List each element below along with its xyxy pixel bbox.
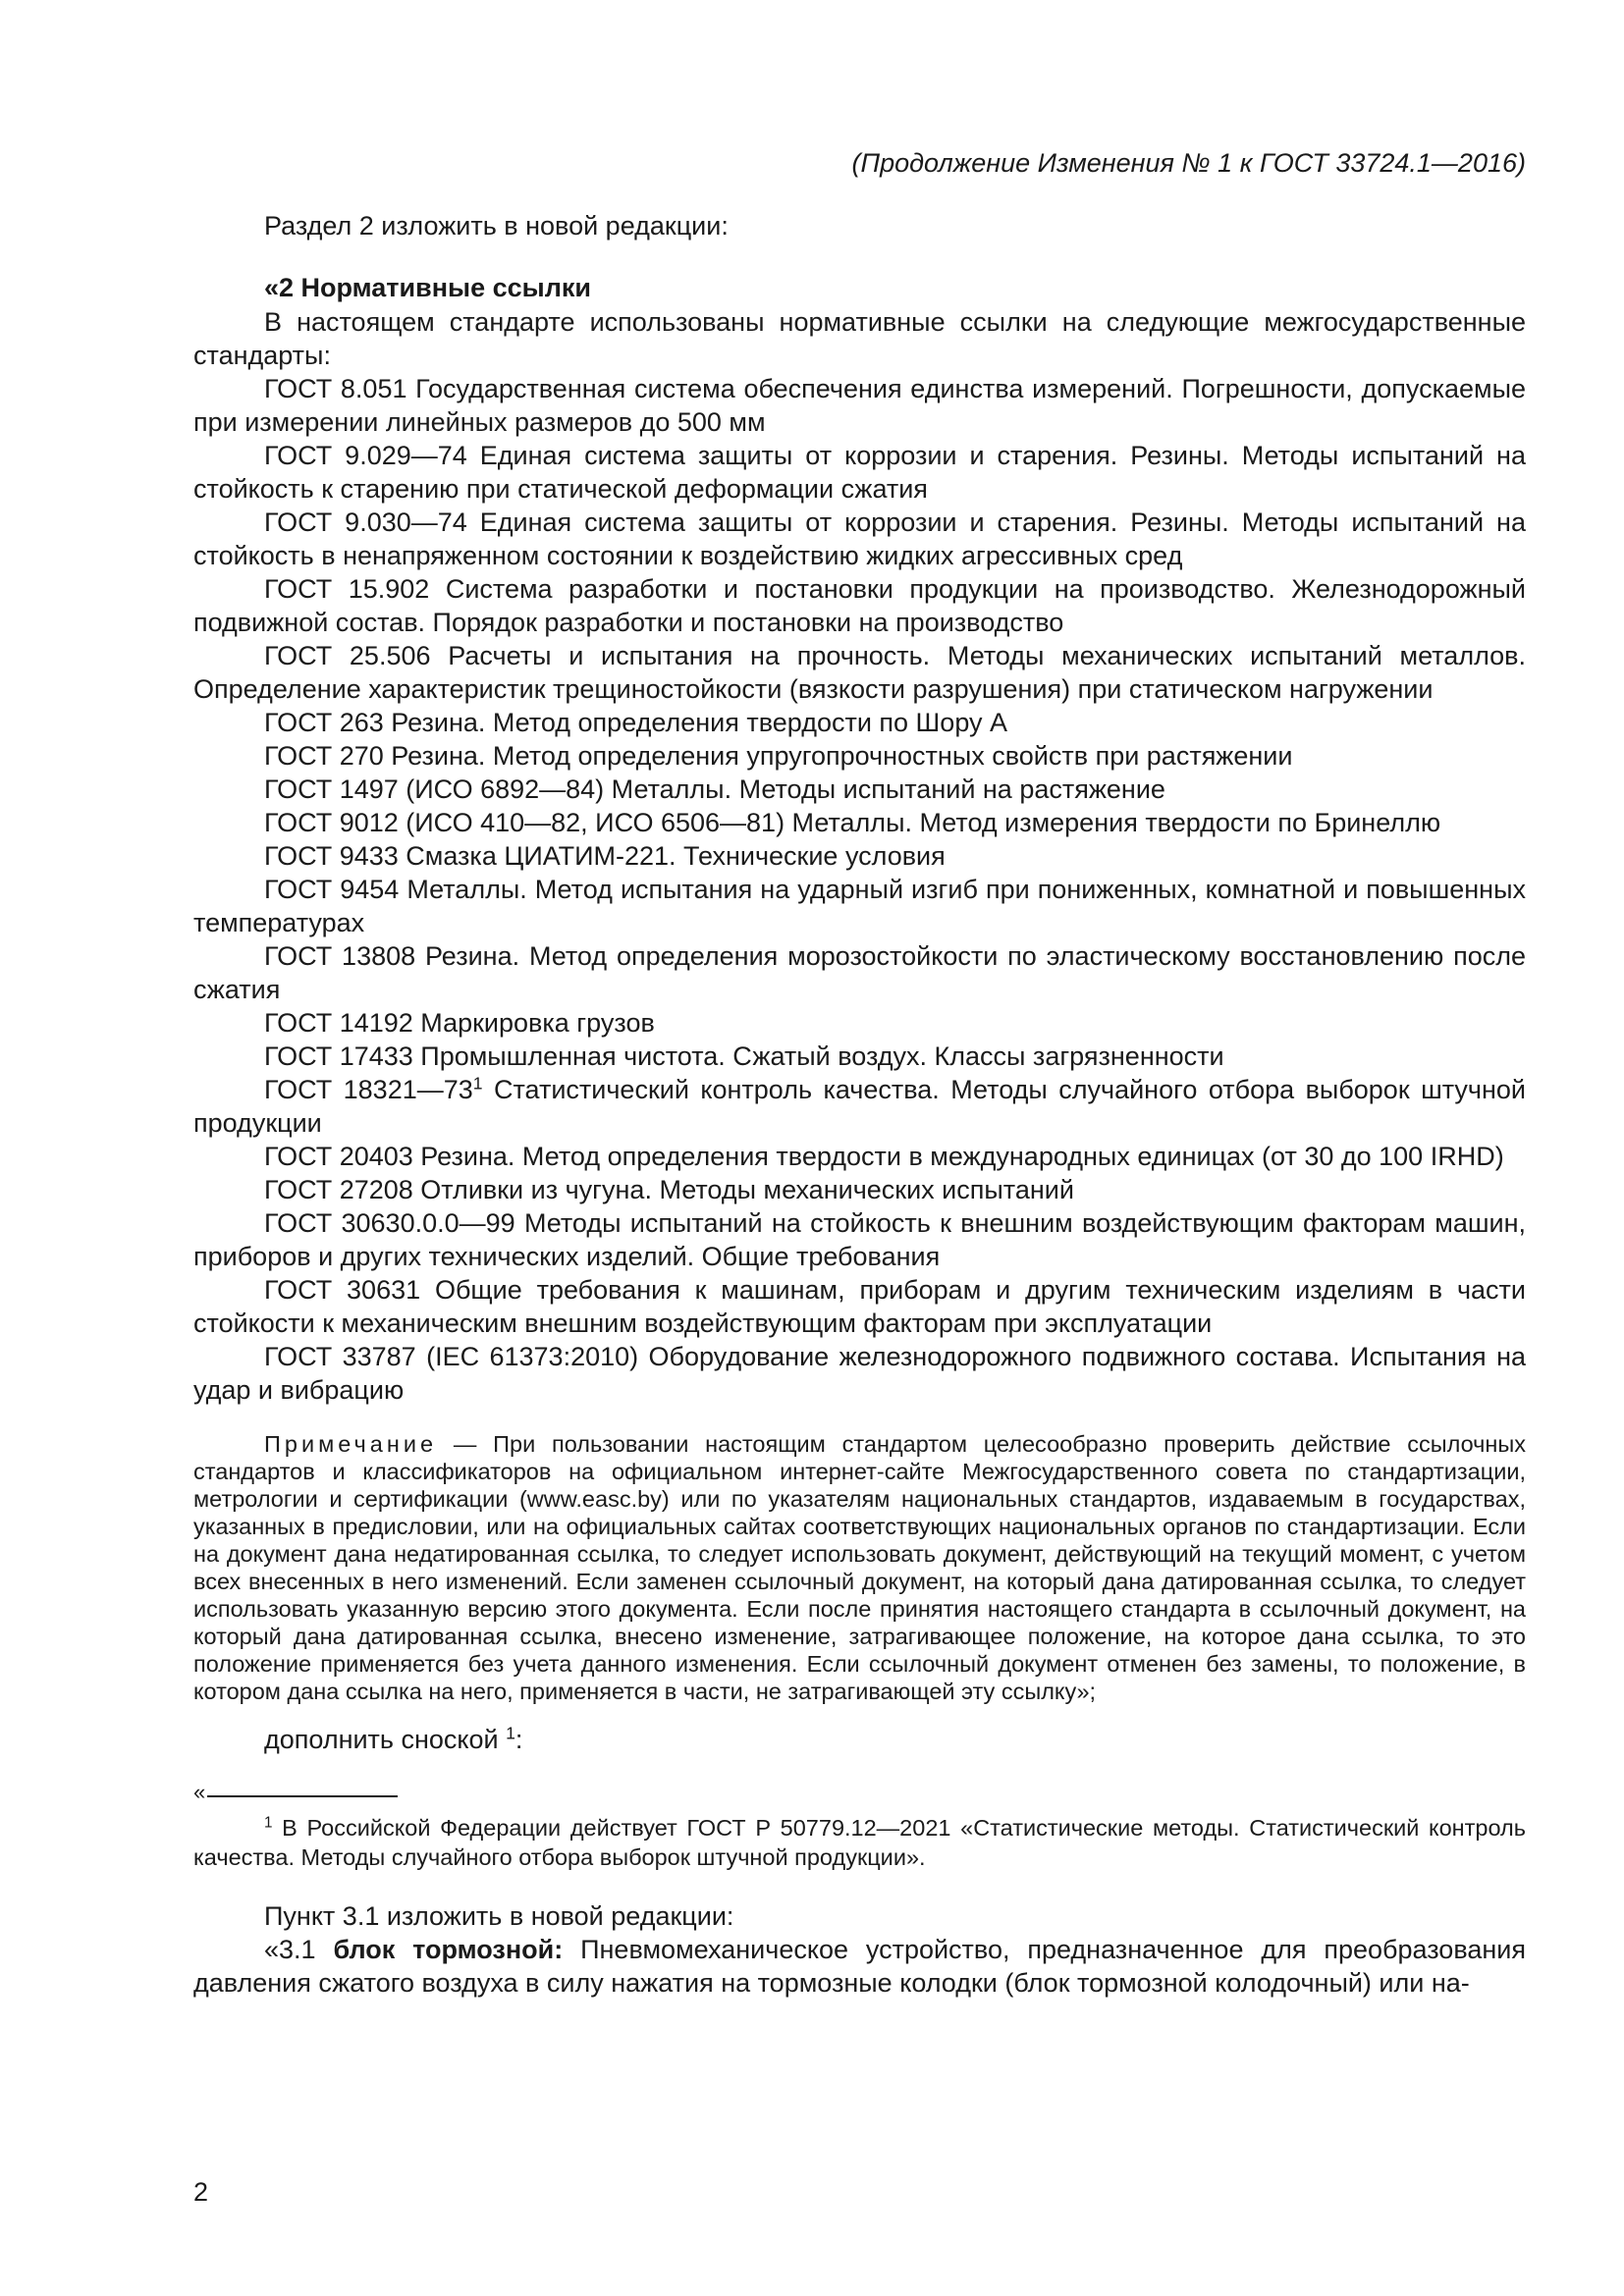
supplement-paragraph [193, 1723, 1526, 1756]
reference-item [193, 873, 1526, 939]
reference-item [193, 1140, 1526, 1173]
reference-text: ГОСТ 9433 Смазка ЦИАТИМ-221. Технические условия [264, 841, 946, 871]
reference-item [193, 1173, 1526, 1206]
reference-text: ГОСТ 9.029—74 Единая система защиты от коррозии и старения. Резины. Методы испытаний на стойкость к старению при статической деформации сжатия [193, 441, 1526, 504]
footnote-marker: 1 [264, 1814, 273, 1832]
footnote-body: В Российской Федерации действует ГОСТ Р 50779.12—2021 «Статистические методы. Статистический контроль качества. Методы случайного отбора выборок штучной продукции». [193, 1815, 1526, 1870]
footnote-block [193, 1782, 1526, 1872]
reference-item [193, 739, 1526, 773]
reference-item [193, 506, 1526, 572]
reference-text: ГОСТ 17433 Промышленная чистота. Сжатый воздух. Классы загрязненности [264, 1041, 1224, 1071]
note-paragraph [193, 1430, 1526, 1705]
reference-text: ГОСТ 15.902 Система разработки и постановки продукции на производство. Железнодорожный подвижной состав. Порядок разработки и постановки на производство [193, 574, 1526, 637]
reference-item [193, 1340, 1526, 1407]
clause-definition-text: Пневмомеханическое устройство, предназначенное для преобразования давления сжатого воздуха в силу нажатия на тормозные колодки (блок тормозной колодочный) или на- [193, 1935, 1526, 1998]
reference-item [193, 1273, 1526, 1340]
reference-item [193, 773, 1526, 806]
intro-paragraph: Раздел 2 изложить в новой редакции: [264, 211, 729, 240]
reference-item [193, 639, 1526, 706]
page-number: 2 [193, 2177, 209, 2207]
reference-text: ГОСТ 13808 Резина. Метод определения морозостойкости по эластическому восстановлению после сжатия [193, 941, 1526, 1004]
reference-item [193, 1040, 1526, 1073]
footnote-rule [207, 1795, 398, 1797]
reference-item [193, 372, 1526, 439]
reference-text: ГОСТ 30631 Общие требования к машинам, приборам и другим техническим изделиям в части стойкости к механическим внешним воздействующим факторам при эксплуатации [193, 1275, 1526, 1338]
supplement-tail: : [514, 1725, 523, 1754]
reference-text: ГОСТ 1497 (ИСО 6892—84) Металлы. Методы испытаний на растяжение [264, 774, 1165, 804]
reference-item [193, 1073, 1526, 1140]
clause-term: блок тормозной: [333, 1935, 564, 1964]
clause-intro: Пункт 3.1 изложить в новой редакции: [264, 1901, 734, 1931]
reference-item [193, 572, 1526, 639]
section-lead: В настоящем стандарте использованы нормативные ссылки на следующие межгосударственные стандарты: [193, 307, 1526, 370]
note-text: — При пользовании настоящим стандартом целесообразно проверить действие ссылочных стандартов и классификаторов на официальном интернет-сайте Межгосударственного совета по стандартизации, метрологии и сертификации (www.easc.by) или по указателям национальных стандартов, издаваемым в государствах, указанных в предисловии, или на официальных сайтах соответствующих национальных органов по стандартизации. Если на документ дана недатированная ссылка, то следует использовать документ, действующий на текущий момент, с учетом всех внесенных в него изменений. Если заменен ссылочный документ, на который дана датированная ссылка, то следует использовать указанную версию этого документа. Если после принятия настоящего стандарта в ссылочный документ, на который дана датированная ссылка, внесено изменение, затрагивающее положение, на которое дана ссылка, то это положение применяется без учета данного изменения. Если ссылочный документ отменен без замены, то положение, в котором дана ссылка на него, применяется в части, не затрагивающей эту ссылку»; [193, 1431, 1526, 1704]
supplement-text: дополнить сноской [264, 1725, 507, 1754]
supplement-footnote-marker: 1 [506, 1723, 515, 1743]
reference-text: ГОСТ 20403 Резина. Метод определения твердости в международных единицах (от 30 до 100 IRHD) [264, 1142, 1504, 1171]
reference-text: ГОСТ 18321—73 [264, 1075, 473, 1104]
reference-text: ГОСТ 8.051 Государственная система обеспечения единства измерений. Погрешности, допускаемые при измерении линейных размеров до 500 мм [193, 374, 1526, 437]
clause-open: «3.1 [264, 1935, 334, 1964]
reference-text: ГОСТ 33787 (IEC 61373:2010) Оборудование железнодорожного подвижного состава. Испытания на удар и вибрацию [193, 1342, 1526, 1405]
reference-item [193, 706, 1526, 739]
reference-footnote-marker: 1 [472, 1073, 483, 1094]
continuation-header: (Продолжение Изменения № 1 к ГОСТ 33724.1—2016) [851, 148, 1526, 178]
reference-text: ГОСТ 30630.0.0—99 Методы испытаний на стойкость к внешним воздействующим факторам машин, приборов и других технических изделий. Общие требования [193, 1208, 1526, 1271]
reference-text: ГОСТ 9.030—74 Единая система защиты от коррозии и старения. Резины. Методы испытаний на стойкость в ненапряженном состоянии к воздействию жидких агрессивных сред [193, 507, 1526, 570]
reference-text: ГОСТ 27208 Отливки из чугуна. Методы механических испытаний [264, 1175, 1074, 1204]
document-body [193, 209, 1526, 2000]
note-label: Примечание [264, 1431, 438, 1457]
reference-item [193, 439, 1526, 506]
reference-text: ГОСТ 25.506 Расчеты и испытания на прочность. Методы механических испытаний металлов. Определение характеристик трещиностойкости (вязкости разрушения) при статическом нагружении [193, 641, 1526, 704]
reference-text: ГОСТ 9454 Металлы. Метод испытания на ударный изгиб при пониженных, комнатной и повышенных температурах [193, 875, 1526, 937]
reference-item [193, 1006, 1526, 1040]
reference-item [193, 1206, 1526, 1273]
reference-text-tail: Статистический контроль качества. Методы случайного отбора выборок штучной продукции [193, 1075, 1526, 1138]
reference-text: ГОСТ 263 Резина. Метод определения твердости по Шору А [264, 708, 1008, 737]
section-heading: «2 Нормативные ссылки [264, 273, 591, 302]
footnote-quote: « [193, 1780, 206, 1804]
reference-list [193, 372, 1526, 1407]
reference-item [193, 806, 1526, 839]
reference-text: ГОСТ 270 Резина. Метод определения упругопрочностных свойств при растяжении [264, 741, 1293, 771]
reference-text: ГОСТ 9012 (ИСО 410—82, ИСО 6506—81) Металлы. Метод измерения твердости по Бринеллю [264, 808, 1441, 837]
reference-item [193, 939, 1526, 1006]
clause-definition [193, 1933, 1526, 2000]
footnote-text [193, 1813, 1526, 1872]
reference-text: ГОСТ 14192 Маркировка грузов [264, 1008, 655, 1038]
reference-item [193, 839, 1526, 873]
